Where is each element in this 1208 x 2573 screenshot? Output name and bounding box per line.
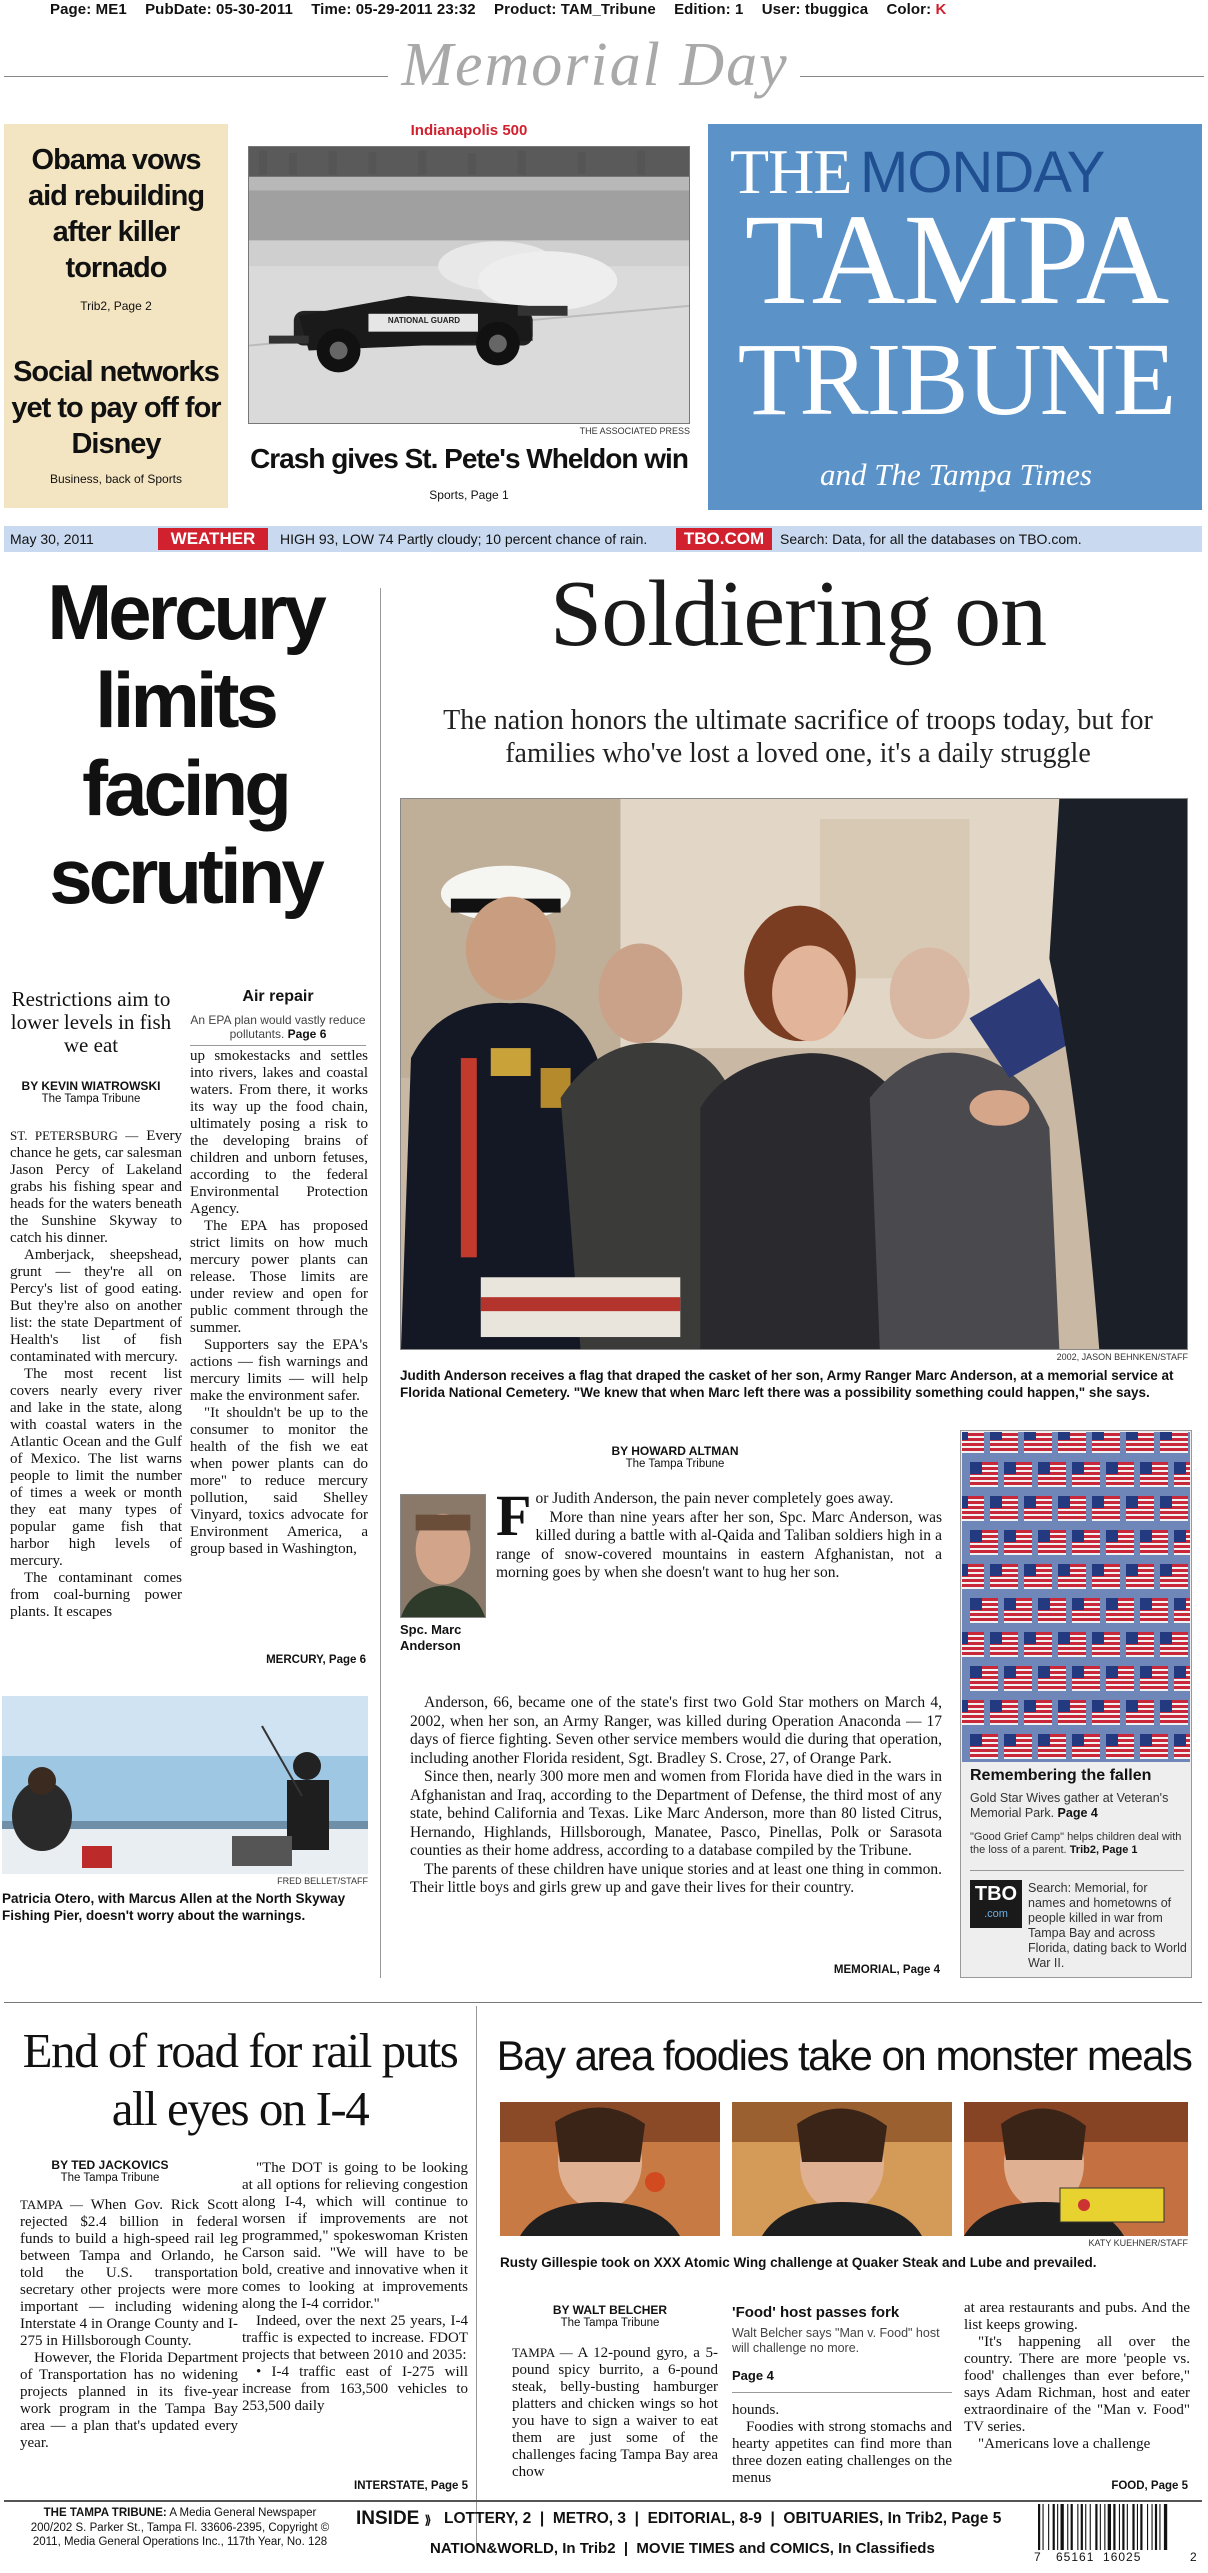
mercury-col1-p2: Amberjack, sheepshead, grunt — they're all on Percy's list of good eating. But they're also on another list: the state Department of Health's list of fish contaminated with mercury. <box>10 1247 182 1365</box>
lead-p1-text: or Judith Anderson, the pain never completely goes away. <box>535 1490 894 1507</box>
fallen-ref2[interactable]: Trib2, Page 1 <box>1069 1844 1138 1856</box>
mercury-col2-p1: up smokestacks and settles into rivers, lakes and coastal waters. From there, it works its way up the food chain, ultimately posing a risk to the developing brains of children and unborn fetuses, according to the federal Environmental Protection Agency. <box>190 1048 368 1217</box>
food-side-title[interactable]: 'Food' host passes fork <box>732 2304 900 2321</box>
food-photo-2 <box>732 2102 952 2236</box>
lead-byline <box>560 1444 790 1470</box>
barcode-mid-digits: 65161 16025 <box>1056 2550 1142 2564</box>
mercury-byline <box>6 1079 176 1105</box>
fallen-text2-desc: "Good Grief Camp" helps children deal with the loss of a parent. <box>970 1831 1182 1856</box>
fallen-tbo-text: Search: Memorial, for names and hometowns of people killed in war from Tampa Bay and across Florida, dating back to World War II. <box>1028 1881 1187 1970</box>
food-byline-name: BY WALT BELCHER <box>552 2303 668 2317</box>
rail-p5: • I-4 traffic east of I-275 will increase from 163,500 vehicles to 253,500 daily <box>242 2364 468 2414</box>
rail-byline <box>20 2158 200 2184</box>
mercury-col1 <box>10 1127 182 1621</box>
mercury-col2-p2: The EPA has proposed strict limits on how much mercury power plants can release. Those limits are under review and open for public comment through the summer. <box>190 1218 368 1336</box>
footer-inside-arrow: ⟫ <box>424 2513 432 2527</box>
mercury-col2-p3: Supporters say the EPA's actions — fish warnings and mercury limits — will help make the environment safer. <box>190 1337 368 1404</box>
rail-byline-org: The Tampa Tribune <box>60 2172 160 2184</box>
fallen-ref1[interactable]: Page 4 <box>1057 1806 1098 1820</box>
footer-rule <box>4 2500 1202 2502</box>
slug-page: ME1 <box>95 1 127 18</box>
lead-byline-name: BY HOWARD ALTMAN <box>611 1444 739 1458</box>
fallen-text1-desc: Gold Star Wives gather at Veteran's Memorial Park. <box>970 1791 1169 1820</box>
mercury-byline-name: BY KEVIN WIATROWSKI <box>21 1079 161 1093</box>
food-side-text: Walt Belcher says "Man v. Food" host will challenge no more. <box>732 2326 940 2355</box>
food-side-rule <box>732 2392 952 2393</box>
flags-photo <box>962 1432 1190 1762</box>
barcode <box>1034 2504 1202 2570</box>
food-photo-credit: KATY KUEHNER/STAFF <box>1088 2238 1188 2248</box>
masthead-tribune: TRIBUNE <box>737 322 1175 437</box>
footer-inside <box>356 2508 431 2530</box>
food-col3-p3: "Americans love a challenge <box>978 2436 1151 2452</box>
rail-p4: Indeed, over the next 25 years, I-4 traffic is expected to increase. FDOT projects that between 2010 and 2035: <box>242 2313 468 2363</box>
lead-body-wide <box>410 1694 942 1898</box>
tbo-logo <box>970 1880 1022 1928</box>
obama-teaser-headline[interactable]: Obama vows aid rebuilding after killer tornado <box>27 144 205 284</box>
slug-page-label: Page: <box>50 1 92 18</box>
rail-dateline: TAMPA — <box>20 2197 83 2212</box>
fallen-title[interactable]: Remembering the fallen <box>970 1767 1152 1784</box>
slug-product-label: Product: <box>494 1 557 18</box>
masthead-the: THE <box>730 136 852 207</box>
info-date: May 30, 2011 <box>10 531 94 547</box>
lead-jump[interactable]: MEMORIAL, Page 4 <box>833 1964 940 1976</box>
air-repair-desc: An EPA plan would vastly reduce pollutants. <box>190 1013 366 1041</box>
air-repair-text <box>190 1013 366 1041</box>
lead-p2: More than nine years after her son, Spc. Marc Anderson, was killed during a battle with al-Qaida and Taliban soldiers high in a range of snow-covered mountains in eastern Afghanistan, not a morning goes by when she doesn't want to hug her son. <box>496 1508 942 1581</box>
footer-info2: 200/202 S. Parker St., Tampa Fl. 33606-2395, Copyright © <box>30 2521 330 2534</box>
lead-deck: The nation honors the ultimate sacrifice of troops today, but for families who've lost a loved one, it's a daily struggle <box>443 705 1153 769</box>
slug-edition: 1 <box>734 1 744 18</box>
weather-label[interactable]: WEATHER <box>158 528 268 550</box>
food-col3-p1: at area restaurants and pubs. And the list keeps growing. <box>964 2300 1190 2333</box>
mercury-deck: Restrictions aim to lower levels in fish we eat <box>10 987 172 1057</box>
mercury-col2-p4: "It shouldn't be up to the consumer to monitor the health of the fish we eat when power plants can do more" to reduce mercury pollution, said Shelley Vinyard, toxics advocate for Environment America, a group based in Washington, <box>190 1405 368 1557</box>
slug-user: tbuggica <box>804 1 869 18</box>
indy-ref: Sports, Page 1 <box>429 488 509 502</box>
section-rule <box>4 2002 1202 2003</box>
lead-photo <box>400 798 1188 1350</box>
food-side-ref[interactable]: Page 4 <box>732 2368 774 2383</box>
mercury-col1-p4: The contaminant comes from coal-burning power plants. It escapes <box>10 1570 182 1620</box>
slug-product: TAM_Tribune <box>560 1 656 18</box>
rail-p1 <box>20 2196 238 2350</box>
barcode-bars <box>1034 2504 1202 2550</box>
mercury-byline-org: The Tampa Tribune <box>41 1093 141 1105</box>
mercury-headline[interactable]: Mercury limits facing scrutiny <box>47 568 323 920</box>
mercury-col1-lead <box>10 1127 182 1247</box>
rail-p2: However, the Florida Department of Transportation has no widening projects planned in its five-year work program in the Tampa Bay area — a plan that's updated every year. <box>20 2350 238 2451</box>
pier-photo-caption: Patricia Otero, with Marcus Allen at the North Skyway Fishing Pier, doesn't worry about the warnings. <box>2 1891 346 1923</box>
food-col3-p2: "It's happening all over the country. There are more 'people vs. food' challenges than ever before," says Adam Richman, host and eater extraordinaire of the "Man v. Food" TV series. <box>964 2334 1190 2435</box>
rail-col2 <box>242 2160 468 2415</box>
food-col1 <box>512 2344 718 2481</box>
banner-title: Memorial Day <box>401 31 789 99</box>
food-dateline: TAMPA — <box>512 2345 573 2360</box>
marc-anderson-mug <box>400 1494 486 1618</box>
air-repair-title: Air repair <box>242 988 314 1005</box>
rail-headline[interactable]: End of road for rail puts all eyes on I-4 <box>22 2023 458 2136</box>
slug-edition-label: Edition: <box>674 1 731 18</box>
barcode-left-digit: 7 <box>1034 2550 1041 2564</box>
lead-byline-org: The Tampa Tribune <box>625 1458 725 1470</box>
footer-info3: 2011, Media General Operations Inc., 117th Year, No. 128 <box>32 2536 328 2548</box>
lead-p4: Since then, nearly 300 more men and women from Florida have died in the wars in Afghanistan and Iraq, according to the Department of Defense, the third most of any state, behind California and Texas. Like Marc Anderson, more than 80 listed Citrus, Hernando, Highlands, Hillsborough, Manatee, Pasco, Pinellas, Polk or Sarasota counties as their home address, according to a database compiled by the Tribune. <box>410 1768 942 1859</box>
marc-anderson-mug-caption: Spc. Marc Anderson <box>400 1622 462 1653</box>
lead-dropcap: F <box>496 1483 532 1548</box>
footer-index-line2[interactable]: NATION&WORLD, In Trib2 | MOVIE TIMES and COMICS, In Classifieds <box>430 2540 935 2557</box>
pier-photo <box>2 1696 368 1874</box>
weather-text: HIGH 93, LOW 74 Partly cloudy; 10 percent chance of rain. <box>280 531 648 547</box>
pier-photo-credit: FRED BELLET/STAFF <box>277 1876 368 1886</box>
food-photo-1 <box>500 2102 720 2236</box>
mercury-rule <box>380 588 381 1978</box>
food-byline <box>520 2303 700 2329</box>
footer-info <box>8 2506 352 2550</box>
car-livery-text: NATIONAL GUARD <box>387 316 461 325</box>
obama-teaser-ref: Trib2, Page 2 <box>80 299 152 313</box>
banner-rule-right <box>800 76 1204 77</box>
slug-color-mark: K <box>935 1 947 18</box>
lead-photo-credit: 2002, JASON BEHNKEN/STAFF <box>1056 1352 1188 1362</box>
barcode-right-digit: 2 <box>1190 2550 1197 2564</box>
footer-index-line1[interactable]: LOTTERY, 2 | METRO, 3 | EDITORIAL, 8-9 | OBITUARIES, In Trib2, Page 5 <box>444 2510 1002 2527</box>
footer-inside-label: INSIDE <box>356 2508 420 2529</box>
food-photo-3 <box>964 2102 1188 2236</box>
food-p1 <box>512 2344 718 2481</box>
masthead-monday: MONDAY <box>860 140 1105 205</box>
masthead-tampa: TAMPA <box>744 188 1168 332</box>
lead-body <box>496 1483 942 1583</box>
bottom-column-rule <box>476 2006 477 2546</box>
food-col2 <box>732 2402 952 2487</box>
social-teaser-headline[interactable]: Social networks yet to pay off for Disney <box>11 356 221 460</box>
lead-photo-caption: Judith Anderson receives a flag that draped the casket of her son, Army Ranger Marc Anderson, at a memorial service at Florida National Cemetery. "We knew that when Marc left there was a possibility something could happen," she says. <box>400 1368 1174 1400</box>
food-col3 <box>964 2300 1190 2453</box>
tbo-text: Search: Data, for all the databases on TBO.com. <box>780 531 1082 547</box>
indy-headline[interactable]: Crash gives St. Pete's Wheldon win <box>250 443 688 474</box>
tbo-label[interactable]: TBO.COM <box>676 528 772 550</box>
lead-headline[interactable]: Soldiering on <box>549 562 1047 666</box>
indy-kicker: Indianapolis 500 <box>410 122 528 139</box>
banner-rule-left <box>4 76 388 77</box>
slug-line <box>50 1 946 18</box>
lead-p3: Anderson, 66, became one of the state's first two Gold Star mothers on March 4, 2002, when her son, an Army Ranger, was killed during Operation Anaconda — 17 days of fierce fighting. Seven other service members would die during that operation, including another Florida resident, Sgt. Bradley S. Crose, 27, of Orange Park. <box>410 1694 942 1767</box>
food-byline-org: The Tampa Tribune <box>560 2317 660 2329</box>
fallen-text2 <box>970 1831 1186 1857</box>
air-repair-ref[interactable]: Page 6 <box>287 1027 327 1041</box>
rail-byline-name: BY TED JACKOVICS <box>51 2158 169 2172</box>
rail-jump[interactable]: INTERSTATE, Page 5 <box>354 2480 468 2492</box>
slug-color-label: Color: <box>886 1 932 18</box>
footer-paper-name: THE TAMPA TRIBUNE: <box>43 2507 167 2519</box>
food-p2: hounds. <box>732 2402 780 2418</box>
slug-user-label: User: <box>761 1 801 18</box>
slug-time-label: Time: <box>311 1 352 18</box>
slug-pubdate-label: PubDate: <box>145 1 212 18</box>
food-photo-caption: Rusty Gillespie took on XXX Atomic Wing challenge at Quaker Steak and Lube and prevailed. <box>500 2255 1097 2270</box>
tbo-logo-text: TBO <box>974 1883 1018 1905</box>
slug-time: 05-29-2011 23:32 <box>355 1 476 18</box>
indy-photo <box>248 146 690 424</box>
footer-info1: A Media General Newspaper <box>169 2507 317 2519</box>
indy-photo-credit: THE ASSOCIATED PRESS <box>579 426 690 436</box>
slug-pubdate: 05-30-2011 <box>216 1 293 18</box>
rail-p3: "The DOT is going to be looking at all options for relieving congestion along I-4, which will continue to worsen if improvements are not programmed," spokeswoman Kristen Carson said. "We will have to be bold, creative and innovative when it comes to looking at improvements along the I-4 corridor." <box>242 2160 468 2312</box>
mercury-col1-p3: The most recent list covers nearly every river and lake in the state, along with coastal waters in the Atlantic Ocean and the Gulf of Mexico. The list warns people to limit the number of times a week or month they eat many types of popular game fish that harbor high levels of mercury. <box>10 1366 182 1569</box>
lead-p5: The parents of these children have unique stories and at least one thing in common. Their little boys and girls grew up and gave their lives for their country. <box>410 1860 942 1896</box>
air-repair-rule <box>190 1045 366 1046</box>
mercury-col1-lead-text: Every chance he gets, car salesman Jason Percy of Lakeland grabs his fishing spear and heads for the waters beneath the Sunshine Skyway to catch his dinner. <box>10 1128 183 1246</box>
food-jump[interactable]: FOOD, Page 5 <box>1111 2480 1188 2492</box>
masthead-times: and The Tampa Times <box>820 457 1092 492</box>
food-p3: Foodies with strong stomachs and hearty appetites can find more than three dozen eating challenges on the menus <box>732 2419 952 2486</box>
fallen-rule <box>970 1870 1184 1871</box>
footer-info-line1 <box>8 2506 352 2521</box>
mercury-dateline: ST. PETERSBURG — <box>10 1128 139 1143</box>
mercury-jump[interactable]: MERCURY, Page 6 <box>266 1654 366 1666</box>
food-headline[interactable]: Bay area foodies take on monster meals <box>496 2032 1192 2079</box>
rail-p1-text: When Gov. Rick Scott rejected $2.4 billion in federal funds to build a high-speed rail leg between Tampa and Orlando, he told the U.S. transportation secretary other projects were more important — including widening Interstate 4 in Orange County and I-275 in Hillsborough County. <box>20 2197 238 2349</box>
social-teaser-ref: Business, back of Sports <box>49 472 183 486</box>
mercury-col2 <box>190 1048 368 1558</box>
rail-col1 <box>20 2196 238 2452</box>
food-p1-text: A 12-pound gyro, a 5-pound spicy burrito, a 6-pound steak, belly-busting hamburger platters and chicken wings so hot you have to sign a waiver to eat them are just some of the challenges facing Tampa Bay area chow <box>512 2345 718 2480</box>
fallen-text1 <box>970 1791 1186 1821</box>
tbo-logo-sub: .com <box>984 1908 1008 1920</box>
